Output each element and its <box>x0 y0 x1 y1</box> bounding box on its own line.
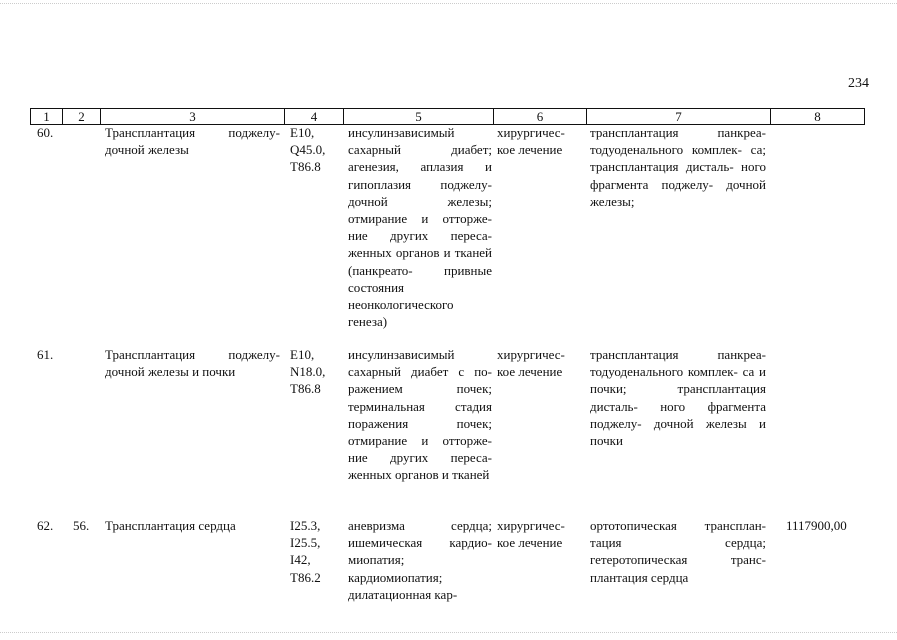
column-header-5: 5 <box>344 109 494 125</box>
icd-codes: E10, Q45.0, T86.8 <box>290 125 326 175</box>
procedure-name: Трансплантация поджелу- дочной железы <box>105 125 280 158</box>
column-header-6: 6 <box>494 109 587 125</box>
procedure-name: Трансплантация поджелу- дочной железы и почки <box>105 347 280 380</box>
diagnosis: инсулинзависимый сахарный диабет; агенезия, аплазия и гипоплазия поджелу- дочной железы; отмирание и отторже- ние других переса- женных органов и тканей (панкреато- привные состояния неонкологического генеза) <box>348 125 492 330</box>
icd-codes: I25.3, I25.5, I42, T86.2 <box>290 518 321 585</box>
treatment-type: хирургичес- кое лечение <box>497 125 565 158</box>
column-header-7: 7 <box>587 109 771 125</box>
column-header-2: 2 <box>63 109 101 125</box>
diagnosis: аневризма сердца; ишемическая кардио- миопатия; кардиомиопатия; дилатационная кар- <box>348 518 492 602</box>
diagnosis: инсулинзависимый сахарный диабет с по- ражением почек; терминальная стадия поражения почек; отмирание и отторже- ние других переса- женных органов и тканей <box>348 347 492 483</box>
row-number: 62. <box>37 518 54 533</box>
column-header-row <box>30 108 865 125</box>
column-header-8: 8 <box>771 109 865 125</box>
column-header-1: 1 <box>31 109 63 125</box>
treatment-type: хирургичес- кое лечение <box>497 347 565 380</box>
row-number: 60. <box>37 125 54 140</box>
row-number: 61. <box>37 347 54 362</box>
treatment-type: хирургичес- кое лечение <box>497 518 565 551</box>
column-header-3: 3 <box>101 109 285 125</box>
scan-edge-bottom <box>0 632 897 634</box>
procedure-name: Трансплантация сердца <box>105 518 236 533</box>
column-header-4: 4 <box>285 109 344 125</box>
group-number: 56. <box>73 518 90 533</box>
cost: 1117900,00 <box>786 518 847 533</box>
treatment-method: трансплантация панкреа- тодуоденального комплек- са и почки; трансплантация дисталь- ного фрагмента поджелу- дочной железы и почки <box>590 347 766 449</box>
scan-edge-top <box>0 3 897 5</box>
page-number: 234 <box>848 76 869 91</box>
treatment-method: ортотопическая трансплан- тация сердца; гетеротопическая транс- плантация сердца <box>590 518 766 585</box>
treatment-method: трансплантация панкреа- тодуоденального комплек- са; трансплантация дисталь- ного фрагмента поджелу- дочной железы; <box>590 125 766 209</box>
icd-codes: E10, N18.0, T86.8 <box>290 347 326 397</box>
